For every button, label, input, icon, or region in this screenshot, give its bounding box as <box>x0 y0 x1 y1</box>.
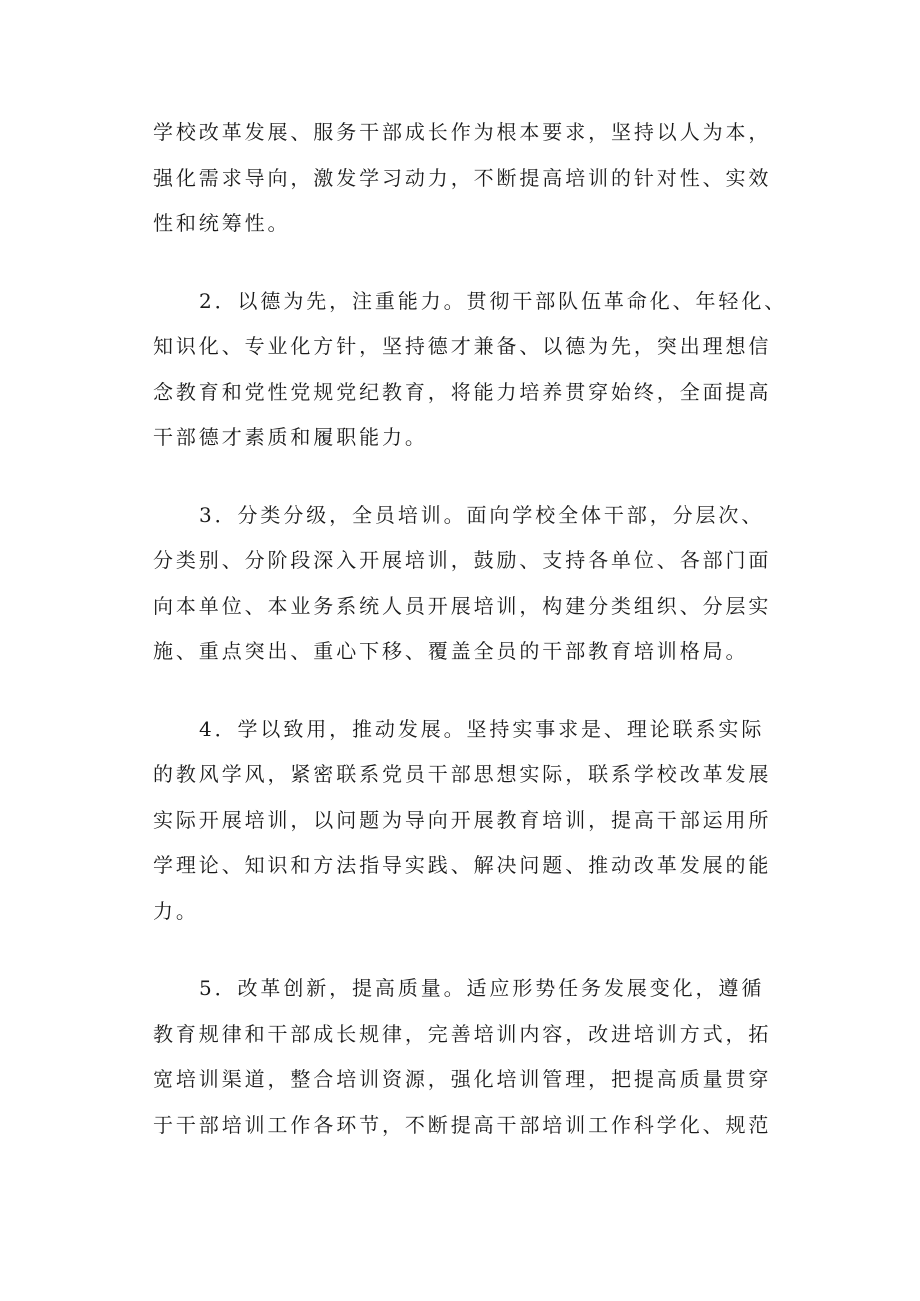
text-line: 学校改革发展、服务干部成长作为根本要求，坚持以人为本， <box>153 120 772 144</box>
paragraph-principle-1-continued <box>153 110 772 247</box>
text-line: 分类别、分阶段深入开展培训，鼓励、支持各单位、各部门面 <box>153 548 772 572</box>
text-line: 2．以德为先，注重能力。贯彻干部队伍革命化、年轻化、 <box>199 288 788 313</box>
text-line: 强化需求导向，激发学习动力，不断提高培训的针对性、实效 <box>153 165 772 190</box>
text-line: 向本单位、本业务系统人员开展培训，构建分类组织、分层实 <box>153 593 772 618</box>
text-line: 3．分类分级，全员培训。面向学校全体干部，分层次、 <box>199 502 765 527</box>
paragraph-principle-4 <box>153 707 772 935</box>
text-line: 于干部培训工作各环节，不断提高干部培训工作科学化、规范 <box>153 1112 772 1137</box>
text-line: 学理论、知识和方法指导实践、解决问题、推动改革发展的能 <box>153 853 772 877</box>
text-line: 念教育和党性党规党纪教育，将能力培养贯穿始终，全面提高 <box>153 379 772 404</box>
paragraph-principle-5 <box>153 966 772 1148</box>
paragraph-principle-2 <box>153 279 788 461</box>
paragraph-principle-3 <box>153 493 772 675</box>
text-line: 施、重点突出、重心下移、覆盖全员的干部教育培训格局。 <box>153 639 749 663</box>
text-line: 干部德才素质和履职能力。 <box>153 425 428 449</box>
text-line: 4．学以致用，推动发展。坚持实事求是、理论联系实际 <box>199 716 765 741</box>
text-line: 教育规律和干部成长规律，完善培训内容，改进培训方式，拓 <box>153 1021 772 1046</box>
text-line: 性和统筹性。 <box>153 211 291 235</box>
text-line: 力。 <box>153 898 199 923</box>
text-line: 知识化、专业化方针，坚持德才兼备、以德为先，突出理想信 <box>153 334 772 358</box>
text-line: 的教风学风，紧密联系党员干部思想实际，联系学校改革发展 <box>153 762 772 786</box>
text-line: 宽培训渠道，整合培训资源，强化培训管理，把提高质量贯穿 <box>153 1067 772 1091</box>
document-page <box>153 110 788 1180</box>
text-line: 实际开展培训，以问题为导向开展教育培训，提高干部运用所 <box>153 807 772 832</box>
text-line: 5．改革创新，提高质量。适应形势任务发展变化，遵循 <box>199 976 765 1000</box>
